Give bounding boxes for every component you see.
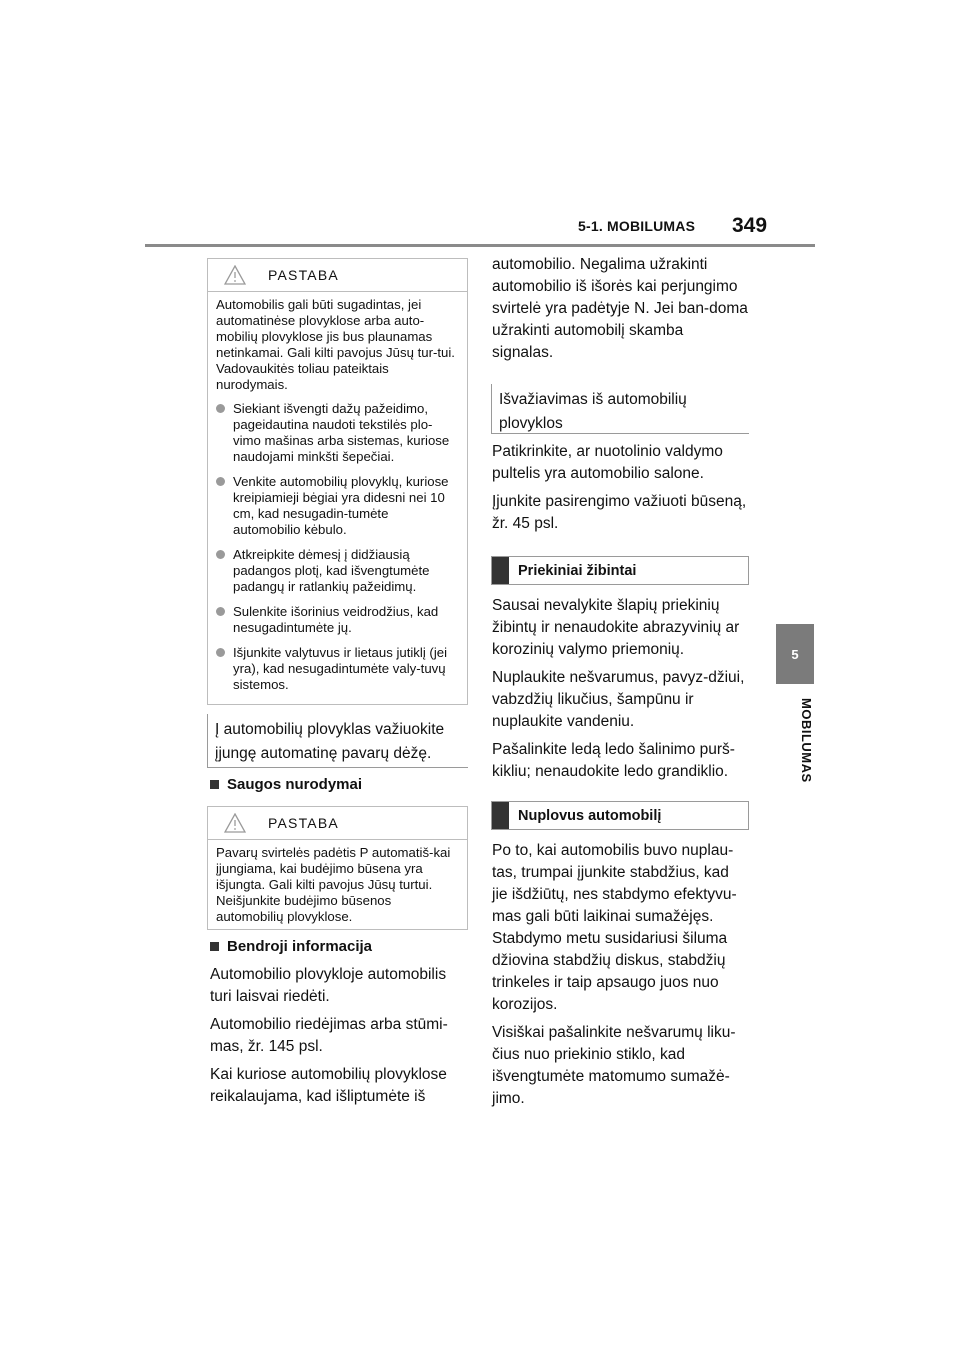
section-after-wash: Nuplovus automobilį	[491, 801, 749, 830]
header-rule	[145, 244, 815, 247]
page-number: 349	[732, 214, 768, 237]
general-info-body	[210, 964, 468, 1108]
after-wash-body	[492, 840, 748, 1110]
paragraph-continued: automobilio. Negalima užrakinti automobilio iš išorės kai perjungimo svirtelė yra padėtyje N. Jei ban-doma užrakinti automobilį skamba signalas.	[492, 256, 748, 361]
bullet-icon	[216, 648, 225, 657]
square-bullet-icon	[210, 942, 219, 951]
section-headlights: Priekiniai žibintai	[491, 556, 749, 585]
paragraph: Automobilio plovykloje automobilis turi laisvai riedėti.	[210, 966, 447, 1005]
list-item: Venkite automobilių plovyklų, kuriose kreipiamieji bėgiai yra didesni nei 10 cm, kad nesugadin-tumėte automobilio kėbulo.	[216, 474, 459, 538]
notice-label: PASTABA	[268, 267, 339, 283]
section-title: 5-1. MOBILUMAS	[578, 218, 696, 234]
paragraph: Pašalinkite ledą ledo šalinimo purš-kikliu; nenaudokite ledo grandiklio.	[492, 741, 735, 780]
paragraph: Po to, kai automobilis buvo nuplau-tas, trumpai įjunkite stabdžius, kad jie išdžiūtų, nes stabdymo efektyvu-mas gali būti laikinai sumažėjęs. Stabdymo metu susidariusi šiluma džiovina stabdžių diskus, stabdžių trinkeles ir taip apsaugo juos nuo korozijos.	[492, 842, 737, 1013]
section-bar	[492, 802, 509, 829]
chapter-tab[interactable]: 5	[776, 624, 814, 684]
callout-left: Į automobilių plovyklas važiuokite įjungę automatinę pavarų dėžę.	[207, 714, 468, 768]
paragraph: Automobilio riedėjimas arba stūmi-mas, žr. 145 psl.	[210, 1016, 448, 1055]
list-item: Sulenkite išorinius veidrodžius, kad nesugadintumėte jų.	[216, 604, 459, 636]
notice-header	[208, 259, 467, 292]
exit-body	[492, 441, 748, 535]
heading-safety: Saugos nurodymai	[210, 776, 362, 793]
section-bar	[492, 557, 509, 584]
headlights-body	[492, 595, 748, 783]
heading-general: Bendroji informacija	[210, 938, 372, 955]
bullet-icon	[216, 607, 225, 616]
callout-right: Išvažiavimas iš automobilių plovyklos	[491, 384, 749, 434]
list-item: Išjunkite valytuvus ir lietaus jutiklį (jei yra), kad nesugadintumėte valy-tuvų sistemos.	[216, 645, 459, 693]
notice-text: Pavarų svirtelės padėtis P automatiš-kai įjungiama, kai budėjimo būsena yra išjungta. Gali kilti pavojus Jūsų turtui. Neišjunkite budėjimo būsenos automobilių plovyklose.	[216, 845, 451, 924]
notice-box-1	[207, 258, 468, 705]
notice-box-2	[207, 806, 468, 930]
paragraph: Sausai nevalykite šlapių priekinių žibintų ir nenaudokite abrazyvinių ar korozinių valymo priemonių.	[492, 597, 740, 658]
notice-label: PASTABA	[268, 815, 339, 831]
chapter-label: MOBILUMAS	[799, 697, 814, 783]
paragraph: Visiškai pašalinkite nešvarumų liku-čius nuo priekinio stiklo, kad išvengtumėte matomumo sumažė-jimo.	[492, 1024, 736, 1107]
square-bullet-icon	[210, 780, 219, 789]
paragraph: Patikrinkite, ar nuotolinio valdymo pultelis yra automobilio salone.	[492, 443, 723, 482]
paragraph: Įjunkite pasirengimo važiuoti būseną, žr. 45 psl.	[492, 493, 747, 532]
notice-header	[208, 807, 467, 840]
notice-intro: Automobilis gali būti sugadintas, jei automatinėse plovyklose arba auto-mobilių plovyklose jis bus plaunamas netinkamai. Gali kilti pavojus Jūsų tur-tui. Vadovaukitės toliau pateiktais nurodymais.	[216, 297, 455, 392]
list-item: Siekiant išvengti dažų pažeidimo, pageidautina naudoti tekstilės plo-vimo mašinas arba sistemas, kuriose naudojami minkšti šepečiai.	[216, 401, 459, 465]
bullet-icon	[216, 404, 225, 413]
paragraph: Nuplaukite nešvarumus, pavyz-džiui, vabzdžių likučius, šampūnu ir nuplaukite vandeniu.	[492, 669, 745, 730]
bullet-icon	[216, 477, 225, 486]
paragraph: Kai kuriose automobilių plovyklose reikalaujama, kad išliptumėte iš	[210, 1066, 447, 1105]
warning-triangle-icon	[224, 265, 246, 285]
warning-triangle-icon	[224, 813, 246, 833]
list-item: Atkreipkite dėmesį į didžiausią padangos plotį, kad išvengtumėte padangų ir ratlankių pažeidimų.	[216, 547, 459, 595]
bullet-icon	[216, 550, 225, 559]
